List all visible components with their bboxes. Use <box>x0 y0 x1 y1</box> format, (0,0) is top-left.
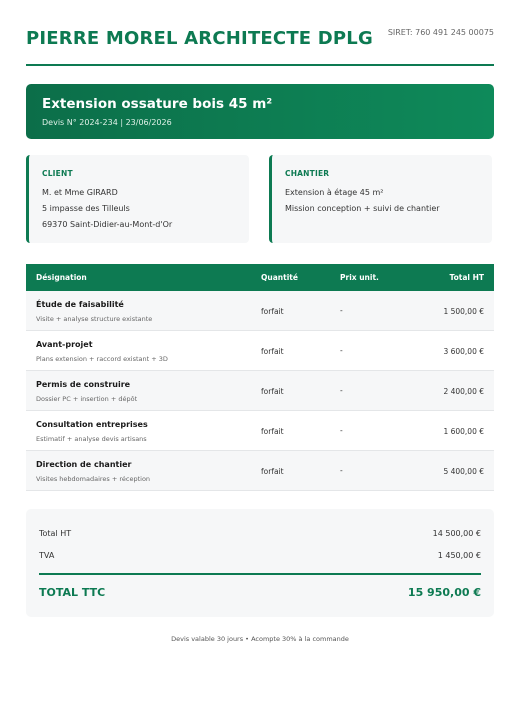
row-description: Plans extension + raccord existant + 3D <box>36 355 168 363</box>
total-ht-label: Total HT <box>39 529 72 538</box>
row-designation: Direction de chantier <box>36 460 132 469</box>
row-designation: Permis de construire <box>36 380 131 389</box>
table-row <box>26 291 494 331</box>
column-header-total: Total HT <box>449 273 484 282</box>
table-row <box>26 331 494 371</box>
row-quantity: forfait <box>261 307 284 316</box>
row-quantity: forfait <box>261 387 284 396</box>
row-description: Visite + analyse structure existante <box>36 315 153 323</box>
row-description: Visites hebdomadaires + réception <box>36 475 151 483</box>
row-quantity: forfait <box>261 467 284 476</box>
project-title: Extension ossature bois 45 m² <box>42 96 273 112</box>
row-total: 2 400,00 € <box>443 387 484 396</box>
row-quantity: forfait <box>261 427 284 436</box>
total-ttc-label: TOTAL TTC <box>39 586 106 599</box>
row-description: Estimatif + analyse devis artisans <box>36 435 147 443</box>
client-card-title: CLIENT <box>42 169 73 178</box>
row-designation: Étude de faisabilité <box>36 300 124 309</box>
row-unit-price: - <box>340 426 343 435</box>
quote-table <box>26 264 494 491</box>
row-total: 1 600,00 € <box>443 427 484 436</box>
chantier-mission: Mission conception + suivi de chantier <box>285 204 440 213</box>
table-row <box>26 371 494 411</box>
row-designation: Avant-projet <box>36 340 93 349</box>
total-ht-value: 14 500,00 € <box>432 529 481 538</box>
quote-document <box>26 0 494 643</box>
row-total: 1 500,00 € <box>443 307 484 316</box>
client-name: M. et Mme GIRARD <box>42 188 118 197</box>
table-header <box>26 264 494 291</box>
totals-panel <box>26 509 494 617</box>
row-quantity: forfait <box>261 347 284 356</box>
chantier-scope: Extension à étage 45 m² <box>285 188 384 197</box>
quote-reference: Devis N° 2024-234 | 23/06/2026 <box>42 118 172 127</box>
row-unit-price: - <box>340 466 343 475</box>
tva-label: TVA <box>39 551 55 560</box>
document-header <box>26 0 494 66</box>
chantier-card <box>269 155 492 243</box>
siret-number: SIRET: 760 491 245 00075 <box>387 28 494 37</box>
table-row <box>26 451 494 491</box>
chantier-card-title: CHANTIER <box>285 169 330 178</box>
row-unit-price: - <box>340 386 343 395</box>
company-name: PIERRE MOREL ARCHITECTE DPLG <box>26 28 373 49</box>
row-designation: Consultation entreprises <box>36 420 148 429</box>
column-header-prix: Prix unit. <box>340 273 379 282</box>
client-street: 5 impasse des Tilleuls <box>42 204 130 213</box>
footer-note: Devis valable 30 jours • Acompte 30% à la commande <box>171 635 349 643</box>
client-city: 69370 Saint-Didier-au-Mont-d'Or <box>42 220 173 229</box>
row-total: 5 400,00 € <box>443 467 484 476</box>
row-total: 3 600,00 € <box>443 347 484 356</box>
row-unit-price: - <box>340 306 343 315</box>
client-card <box>26 155 249 243</box>
column-header-quantite: Quantité <box>261 273 298 282</box>
row-unit-price: - <box>340 346 343 355</box>
project-banner <box>26 84 494 139</box>
column-header-designation: Désignation <box>36 273 87 282</box>
row-description: Dossier PC + insertion + dépôt <box>36 395 138 403</box>
total-ttc-value: 15 950,00 € <box>407 586 481 599</box>
tva-value: 1 450,00 € <box>437 551 481 560</box>
totals-divider <box>39 573 481 575</box>
table-row <box>26 411 494 451</box>
